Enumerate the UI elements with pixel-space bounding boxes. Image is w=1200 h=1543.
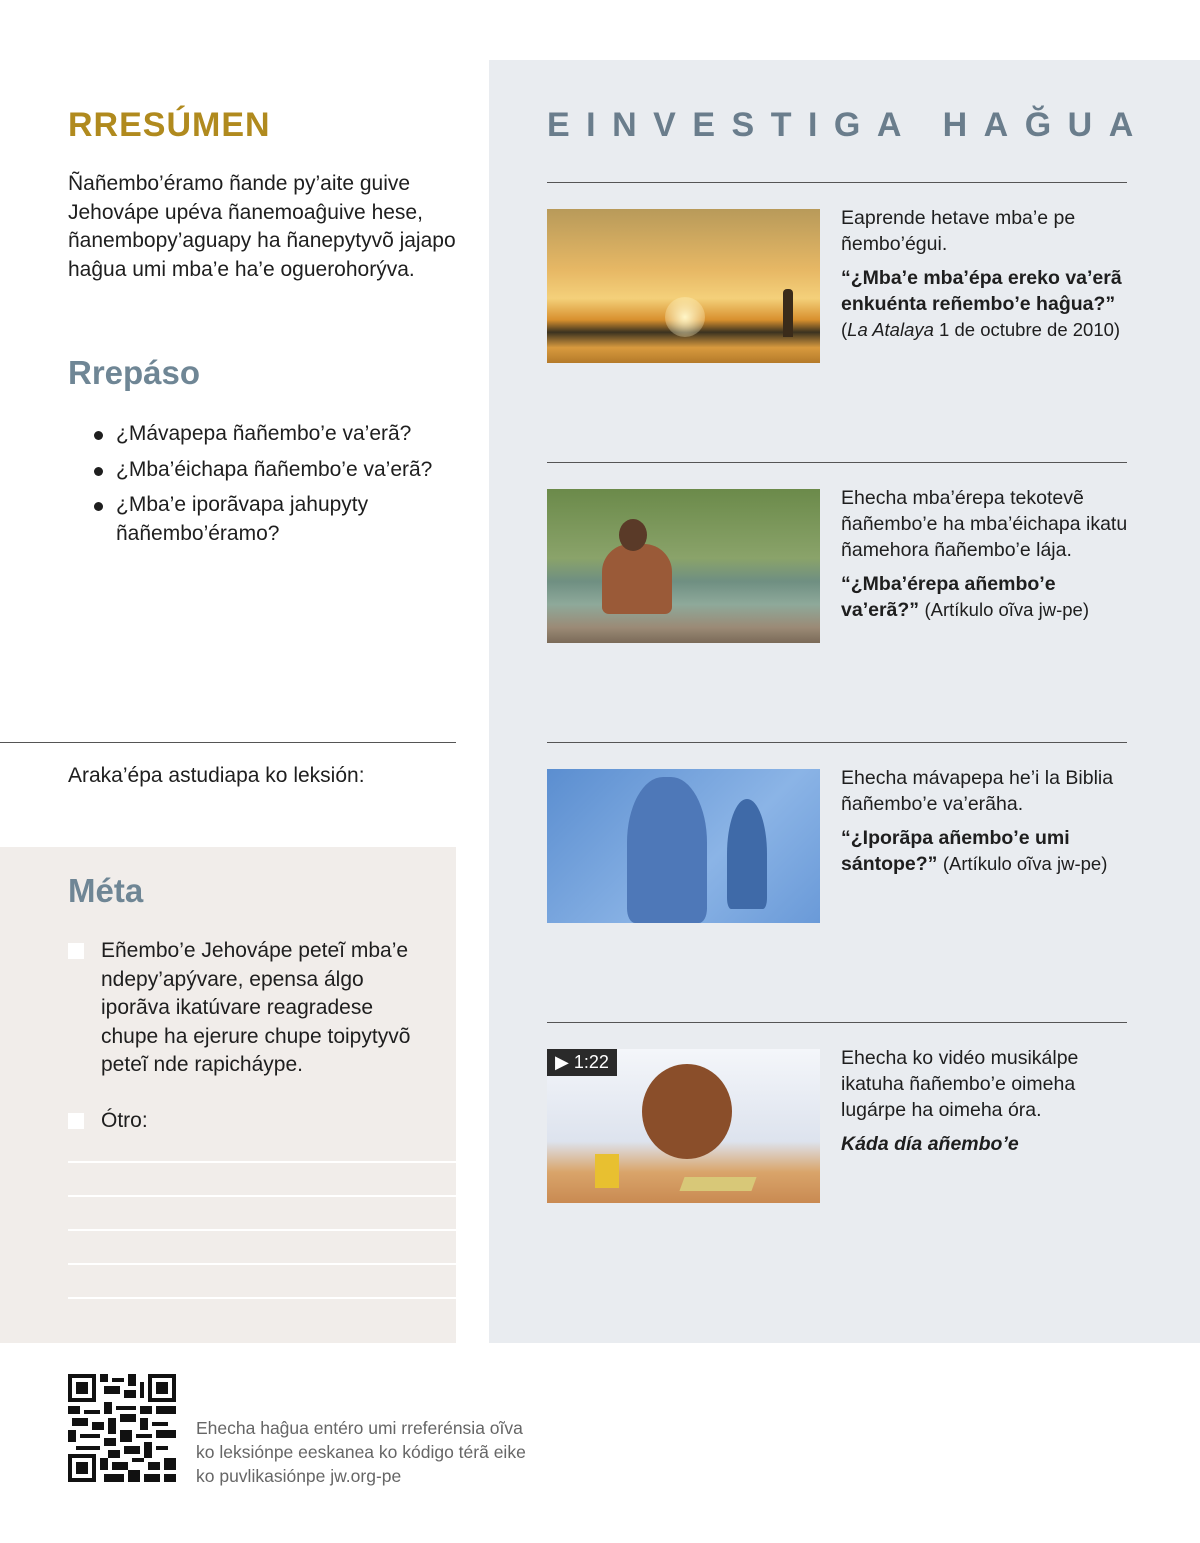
ref-publication: La Atalaya bbox=[847, 319, 934, 340]
write-line[interactable] bbox=[68, 1161, 456, 1163]
write-line[interactable] bbox=[68, 1297, 456, 1299]
item-1 bbox=[841, 205, 1131, 343]
play-video-button[interactable] bbox=[547, 1049, 617, 1076]
ref-paren: ( bbox=[841, 319, 848, 340]
review-question: ¿Mba’éichapa ñañembo’e va’erã? bbox=[92, 456, 462, 485]
item-link[interactable]: “¿Iporãpa añembo’e umi sántope?” bbox=[841, 827, 1070, 875]
ref-date: 1 de octubre de 2010) bbox=[933, 319, 1121, 340]
investigate-title: EINVESTIGA HAĞUA bbox=[547, 106, 1150, 144]
review-questions bbox=[92, 420, 462, 555]
write-line[interactable] bbox=[68, 1263, 456, 1265]
item-link[interactable]: “¿Mba’érepa añembo’e va’erã?” bbox=[841, 573, 1056, 621]
item-ref: (Artíkulo oĩva jw-pe) bbox=[942, 853, 1108, 874]
divider bbox=[547, 182, 1127, 183]
divider bbox=[0, 742, 456, 743]
divider bbox=[547, 742, 1127, 743]
item-4 bbox=[841, 1045, 1131, 1157]
item-desc: Eaprende hetave mba’e pe ñembo’égui. bbox=[841, 207, 1076, 255]
goal-box bbox=[0, 847, 456, 1343]
study-date-label: Araka’épa astudiapa ko leksión: bbox=[68, 764, 365, 787]
divider bbox=[547, 462, 1127, 463]
goal-checkbox[interactable] bbox=[68, 943, 84, 959]
woman-by-lake-image[interactable] bbox=[547, 489, 820, 643]
qr-code[interactable] bbox=[68, 1374, 176, 1482]
play-icon: ▶ bbox=[555, 1052, 569, 1072]
sunset-image[interactable] bbox=[547, 209, 820, 363]
write-line[interactable] bbox=[68, 1229, 456, 1231]
item-2 bbox=[841, 485, 1131, 623]
review-question: ¿Mávapepa ñañembo’e va’erã? bbox=[92, 420, 462, 449]
item-desc: Ehecha mba’érepa tekotevẽ ñañembo’e ha mba’éichapa ikatu ñamehora ñañembo’e lája. bbox=[841, 487, 1128, 561]
item-ref: (Artíkulo oĩva jw-pe) bbox=[924, 599, 1089, 620]
item-3 bbox=[841, 765, 1131, 877]
footer-text: Ehecha haĝua entéro umi rreferénsia oĩva ko leksiónpe eeskanea ko kódigo térã eike ko puvlikasiónpe jw.org-pe bbox=[196, 1418, 526, 1486]
review-title: Rrepáso bbox=[68, 354, 201, 391]
goal-other-label: Ótro: bbox=[101, 1109, 148, 1132]
video-duration: 1:22 bbox=[573, 1052, 609, 1072]
divider bbox=[547, 1022, 1127, 1023]
item-desc: Ehecha mávapepa he’i la Biblia ñañembo’e va’erãha. bbox=[841, 767, 1114, 815]
item-link[interactable]: Káda día añembo’e bbox=[841, 1133, 1019, 1155]
review-question: ¿Mba’e iporãvapa jahupyty ñañembo’éramo? bbox=[92, 491, 462, 548]
woman-praying-image[interactable] bbox=[547, 769, 820, 923]
goal-item: Eñembo’e Jehovápe peteĩ mba’e ndepy’apývare, epensa álgo iporãva ikatúvare reagradese chupe ha ejerure chupe toipytyvõ peteĩ nde rapicháype. bbox=[101, 939, 411, 1076]
other-checkbox[interactable] bbox=[68, 1113, 84, 1129]
item-link[interactable]: “¿Mba’e mba’épa ereko va’erã enkuénta reñembo’e haĝua?” bbox=[841, 267, 1122, 315]
item-desc: Ehecha ko vidéo musikálpe ikatuha ñañembo’e oimeha lugárpe ha oimeha óra. bbox=[841, 1047, 1079, 1121]
summary-title: RRESÚMEN bbox=[68, 106, 271, 144]
goal-title: Méta bbox=[68, 872, 144, 909]
write-line[interactable] bbox=[68, 1195, 456, 1197]
summary-text: Ñañembo’éramo ñande py’aite guive Jehovápe upéva ñanemoaĝuive hese, ñanembopy’aguapy ha ñanepytyvõ jajapo haĝua umi mba’e ha’e oguerohorýva. bbox=[68, 172, 456, 281]
